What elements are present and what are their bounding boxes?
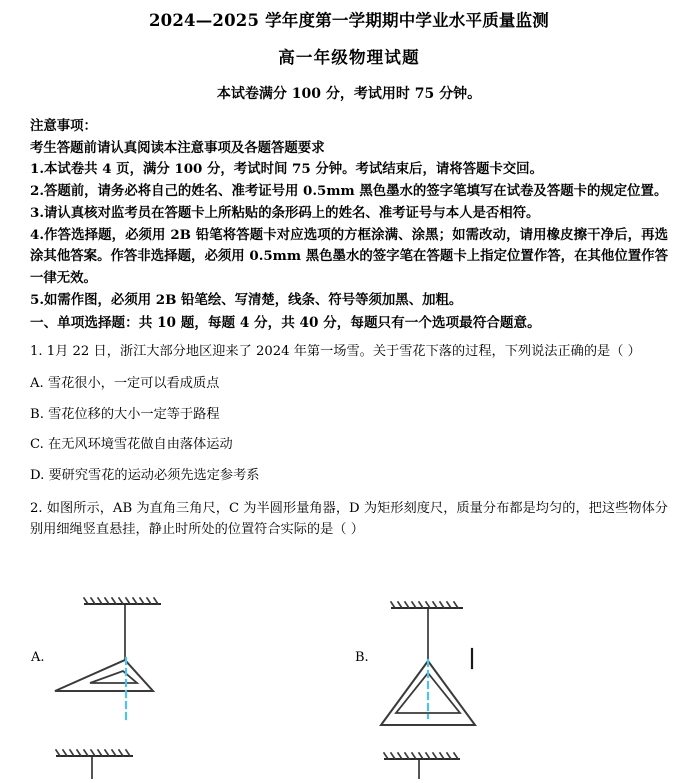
notice-item-4: 4.作答选择题，必须用 2B 铅笔将答题卡对应选项的方框涂满、涂黑；如需改动，请用橡皮擦干净后，再选涂其他答案。作答非选择题，必须用 0.5mm 黑色墨水的签字笔在答题卡上指定位置作答，在其他位置作答一律无效。: [30, 226, 668, 286]
question-1-option-d[interactable]: [30, 455, 668, 486]
notice-item-2: 2.答题前，请务必将自己的姓名、准考证号用 0.5mm 黑色墨水的签字笔填写在试卷及答题卡的规定位置。: [30, 183, 668, 200]
option-letter-a: A.: [30, 375, 44, 391]
page-title: 2024—2025 学年度第一学期期中学业水平质量监测: [149, 11, 549, 30]
question-2-stem: 2. 如图所示，AB 为直角三角尺，C 为半圆形量角器，D 为矩形刻度尺，质量分布都是均匀的，把这些物体分别用细绳竖直悬挂，静止时所处的位置符合实际的是（ ）: [30, 500, 668, 538]
question-1-option-c[interactable]: [30, 424, 668, 455]
score-line: 本试卷满分 100 分，考试用时 75 分钟。: [216, 85, 482, 102]
notice-block: [30, 116, 668, 311]
option-text-b: 雪花位移的大小一定等于路程: [48, 406, 220, 422]
figure-label-a: A.: [31, 650, 45, 665]
notice-heading: 注意事项：: [30, 118, 97, 135]
question-1-option-a[interactable]: [30, 363, 668, 394]
option-text-d: 要研究雪花的运动必须先选定参考系: [48, 468, 260, 484]
page-subtitle: 高一年级物理试题: [278, 48, 420, 68]
option-letter-b: B.: [30, 406, 44, 422]
question-1-option-b[interactable]: [30, 394, 668, 425]
notice-item-5: 5.如需作图，必须用 2B 铅笔绘、写清楚，线条、符号等须加黑、加粗。: [30, 291, 463, 308]
section-heading-single-choice: 一、单项选择题：共 10 题，每题 4 分，共 40 分，每题只有一个选项最符合题意。: [30, 315, 541, 332]
option-text-a: 雪花很小，一定可以看成质点: [47, 375, 220, 391]
option-letter-d: D.: [30, 468, 45, 484]
question-1-stem: 1. 1月 22 日，浙江大部分地区迎来了 2024 年第一场雪。关于雪花下落的过程，下列说法正确的是（ ）: [30, 344, 641, 360]
option-text-c: 在无风环境雪花做自由落体运动: [48, 437, 233, 453]
option-letter-c: C.: [30, 437, 44, 453]
figure-label-b: B.: [355, 650, 369, 665]
notice-item-1: 1.本试卷共 4 页，满分 100 分，考试时间 75 分钟。考试结束后，请将答题卡交回。: [30, 161, 543, 178]
notice-item-3: 3.请认真核对监考员在答题卡上所粘贴的条形码上的姓名、准考证号与本人是否相符。: [30, 204, 540, 221]
notice-intro: 考生答题前请认真阅读本注意事项及各题答题要求: [30, 139, 325, 156]
